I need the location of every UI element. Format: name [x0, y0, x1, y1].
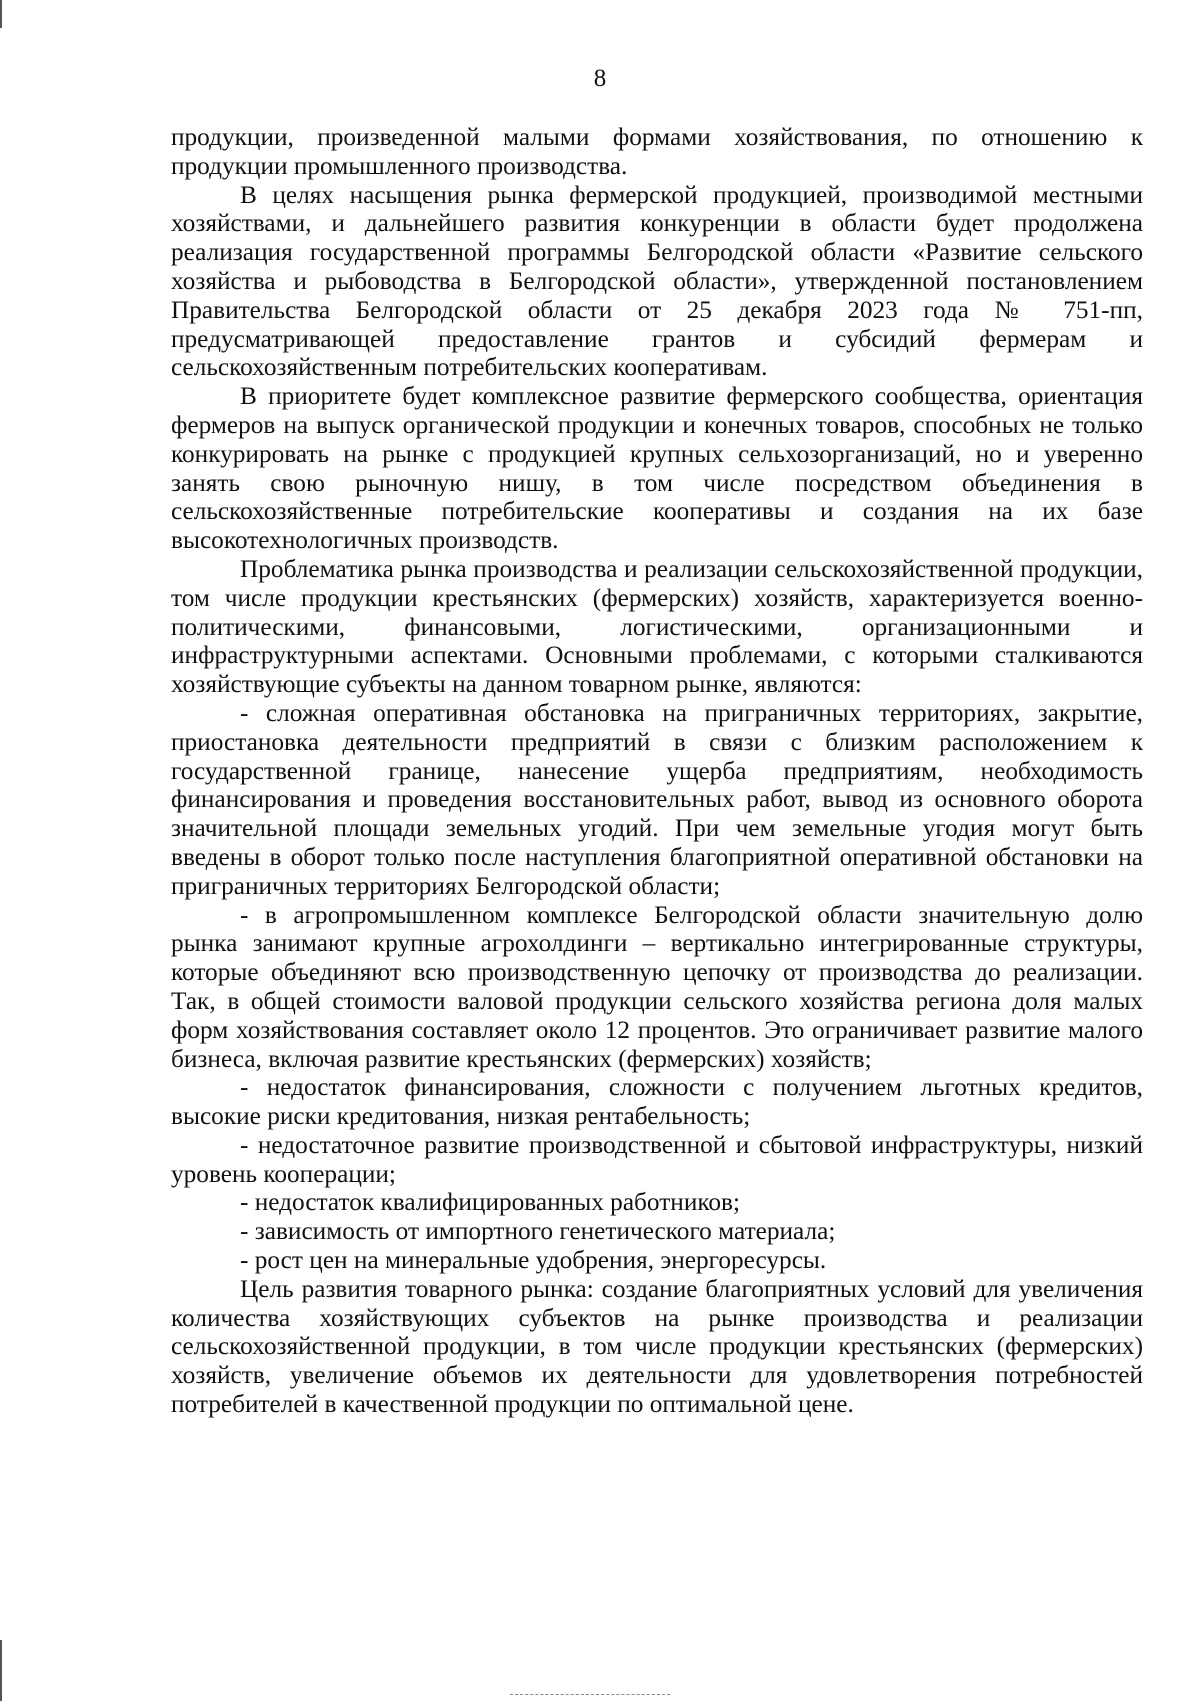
list-item-infrastructure: - недостаточное развитие производственной и сбытовой инфраструктуры, низкий уровень кооперации;: [171, 1130, 1143, 1188]
scan-edge-mark: [0, 0, 2, 28]
paragraph-market-saturation: В целях насыщения рынка фермерской продукцией, производимой местными хозяйствами, и дальнейшего развития конкуренции в области будет продолжена реализация государственной программы Белгородской области «Развитие сельского хозяйства и рыбоводства в Белгородской области», утвержденной постановлением Правительства Белгородской области от 25 декабря 2023 года № 751-пп, предусматривающей предоставление грантов и субсидий фермерам и сельскохозяйственным потребительских кооперативам.: [171, 180, 1143, 382]
paragraph-priority: В приоритете будет комплексное развитие фермерского сообщества, ориентация фермеров на выпуск органической продукции и конечных товаров, способных не только конкурировать на рынке с продукцией крупных сельхозорганизаций, но и уверенно занять свою рыночную нишу, в том числе посредством объединения в сельскохозяйственные потребительские кооперативы и создания на их базе высокотехнологичных производств.: [171, 382, 1143, 555]
page-number: 8: [593, 65, 607, 92]
document-body: [171, 123, 1143, 1419]
list-item-workers: - недостаток квалифицированных работников;: [240, 1188, 740, 1217]
page-bottom-rule: [510, 1694, 670, 1695]
paragraph-continuation: продукции, произведенной малыми формами хозяйствования, по отношению к продукции промышленного производства.: [171, 123, 1143, 180]
list-item-prices: - рост цен на минеральные удобрения, энергоресурсы.: [240, 1246, 827, 1275]
list-item-border-situation: - сложная оперативная обстановка на приграничных территориях, закрытие, приостановка деятельности предприятий в связи с близким расположением к государственной границе, нанесение ущерба предприятиям, необходимость финансирования и проведения восстановительных работ, вывод из основного оборота значительной площади земельных угодий. При чем земельные угодия могут быть введены в оборот только после наступления благоприятной оперативной обстановки на приграничных территориях Белгородской области;: [171, 698, 1143, 900]
list-item-financing: - недостаток финансирования, сложности с получением льготных кредитов, высокие риски кредитования, низкая рентабельность;: [171, 1073, 1143, 1131]
paragraph-goal: Цель развития товарного рынка: создание благоприятных условий для увеличения количества хозяйствующих субъектов на рынке производства и реализации сельскохозяйственной продукции, в том числе продукции крестьянских (фермерских) хозяйств, увеличение объемов их деятельности для удовлетворения потребностей потребителей в качественной продукции по оптимальной цене.: [171, 1274, 1143, 1419]
scan-edge-mark: [0, 1640, 2, 1701]
list-item-agroholdings: - в агропромышленном комплексе Белгородской области значительную долю рынка занимают крупные агрохолдинги – вертикально интегрированные структуры, которые объединяют всю производственную цепочку от производства до реализации. Так, в общей стоимости валовой продукции сельского хозяйства региона доля малых форм хозяйствования составляет около 12 процентов. Это ограничивает развитие малого бизнеса, включая развитие крестьянских (фермерских) хозяйств;: [171, 900, 1143, 1073]
list-item-genetics: - зависимость от импортного генетического материала;: [240, 1217, 836, 1246]
paragraph-problems-intro: Проблематика рынка производства и реализации сельскохозяйственной продукции, том числе продукции крестьянских (фермерских) хозяйств, характеризуется военно-политическими, финансовыми, логистическими, организационными и инфраструктурными аспектами. Основными проблемами, с которыми сталкиваются хозяйствующие субъекты на данном товарном рынке, являются:: [171, 554, 1143, 699]
